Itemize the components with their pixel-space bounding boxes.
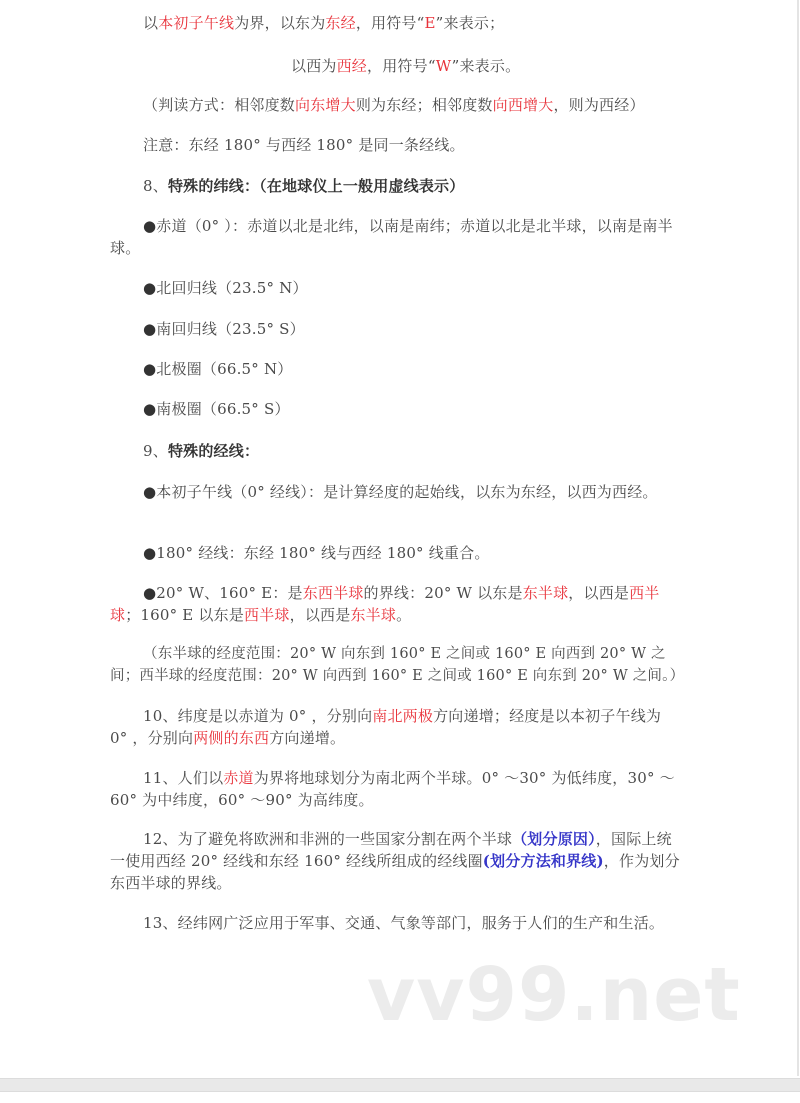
highlight-red: 赤道 — [223, 769, 254, 787]
highlight-red: 西半球 — [244, 606, 290, 624]
text: ”来表示； — [435, 14, 505, 32]
heading-number: 9、 — [143, 442, 168, 460]
bullet-prime-meridian — [110, 481, 680, 503]
paragraph-13 — [143, 912, 688, 934]
paragraph-11 — [110, 767, 680, 811]
text: 南回归线（23.5° S） — [156, 320, 305, 338]
heading-title: 特殊的纬线：（在地球仪上一般用虚线表示） — [167, 177, 465, 195]
bullet-icon: ● — [143, 400, 157, 418]
text: 的界线：20° W 以东是 — [363, 584, 523, 602]
highlight-red: E — [424, 14, 436, 32]
highlight-blue: (划分方法和界线) — [482, 852, 604, 870]
page-separator-bar — [0, 1078, 800, 1092]
highlight-red: 东半球 — [522, 584, 569, 602]
bullet-antarctic-circle — [143, 398, 713, 420]
text: 北回归线（23.5° N） — [156, 279, 308, 297]
paragraph-west-longitude — [291, 55, 800, 77]
heading-special-meridians — [143, 440, 713, 462]
text: ，国际上统一使用西经 20° 经线和东经 160° 经线所组成的经线圈 — [110, 830, 672, 870]
text: 南极圈（66.5° S） — [156, 400, 290, 418]
bullet-icon: ● — [143, 217, 157, 235]
bullet-icon: ● — [143, 483, 157, 501]
text: 20° W、160° E：是 — [156, 584, 303, 602]
highlight-red: 东半球 — [350, 606, 397, 624]
bullet-tropic-of-cancer — [143, 277, 713, 299]
text: ；160° E 以东是 — [125, 606, 245, 624]
text: 为界将地球划分为南北两个半球。0° ～30° 为低纬度，30° ～60° 为中纬度，60° ～90° 为高纬度。 — [110, 769, 675, 809]
text: （判读方式：相邻度数 — [143, 96, 296, 114]
text: 以西为 — [291, 57, 337, 75]
text: ，作为划分东西半球的界线。 — [110, 852, 680, 892]
bullet-hemisphere-boundary — [110, 582, 680, 626]
highlight-red: 两侧的东西 — [193, 729, 270, 747]
text: 10、纬度是以赤道为 0° ，分别向 — [143, 707, 373, 725]
heading-special-latitudes — [143, 175, 713, 197]
text: 赤道（0° ）：赤道以北是北纬，以南是南纬；赤道以北是北半球，以南是南半球。 — [110, 217, 673, 257]
highlight-red: 东西半球 — [302, 584, 364, 602]
paragraph-12 — [110, 828, 680, 894]
heading-title: 特殊的经线： — [167, 442, 260, 460]
text: 180° 经线：东经 180° 线与西经 180° 线重合。 — [156, 544, 490, 562]
paragraph-east-longitude — [143, 12, 713, 34]
text: 。 — [396, 606, 412, 624]
highlight-red: 向东增大 — [295, 96, 356, 114]
text: 方向递增；经度是以本初子午线为 0° ，分别向 — [110, 707, 662, 747]
text: 12、为了避免将欧洲和非洲的一些国家分割在两个半球 — [143, 830, 513, 848]
text: ，则为西经） — [553, 96, 645, 114]
text: 注意：东经 180° 与西经 180° 是同一条经线。 — [143, 136, 465, 154]
text: 为界，以东为 — [234, 14, 326, 32]
text: 本初子午线（0° 经线）：是计算经度的起始线，以东为东经，以西为西经。 — [156, 483, 658, 501]
bullet-tropic-of-capricorn — [143, 318, 713, 340]
text: （东半球的经度范围：20° W 向东到 160° E 之间或 160° E 向西到 20° W 之间；西半球的经度范围：20° W 向西到 160° E 之间或 160° E 向东到 20° W 之间。） — [110, 646, 685, 684]
paragraph-10 — [110, 705, 680, 749]
text: 11、人们以 — [143, 769, 224, 787]
heading-number: 8、 — [143, 177, 168, 195]
bullet-180-meridian — [110, 542, 680, 564]
text: ”来表示。 — [451, 57, 521, 75]
bullet-arctic-circle — [143, 358, 713, 380]
bullet-icon: ● — [143, 584, 157, 602]
highlight-red: 东经 — [325, 14, 356, 32]
text: 则为东经；相邻度数 — [355, 96, 493, 114]
highlight-red: 南北两极 — [372, 707, 434, 725]
text: ，用符号“ — [367, 57, 436, 75]
text: 方向递增。 — [269, 729, 346, 747]
highlight-red: 向西增大 — [492, 96, 554, 114]
text: ，以西是 — [289, 606, 351, 624]
bullet-icon: ● — [143, 279, 157, 297]
text: ，以西是 — [568, 584, 630, 602]
text: 以 — [143, 14, 159, 32]
text: ，用符号“ — [355, 14, 425, 32]
highlight-red: 西半球 — [110, 584, 660, 624]
bullet-icon: ● — [143, 544, 157, 562]
paragraph-note-180 — [143, 134, 713, 156]
highlight-red: 西经 — [336, 57, 368, 75]
bullet-icon: ● — [143, 320, 157, 338]
bullet-equator — [110, 215, 680, 259]
paragraph-judgement-method — [143, 94, 703, 116]
highlight-red: W — [435, 57, 452, 75]
text: 13、经纬网广泛应用于军事、交通、气象等部门，服务于人们的生产和生活。 — [143, 914, 665, 932]
text: 北极圈（66.5° N） — [156, 360, 293, 378]
bullet-icon: ● — [143, 360, 157, 378]
highlight-red: 本初子午线 — [158, 14, 235, 32]
highlight-blue: （划分原因） — [512, 830, 596, 848]
paragraph-hemisphere-range — [110, 643, 685, 687]
watermark: vv99.net — [367, 952, 741, 1038]
